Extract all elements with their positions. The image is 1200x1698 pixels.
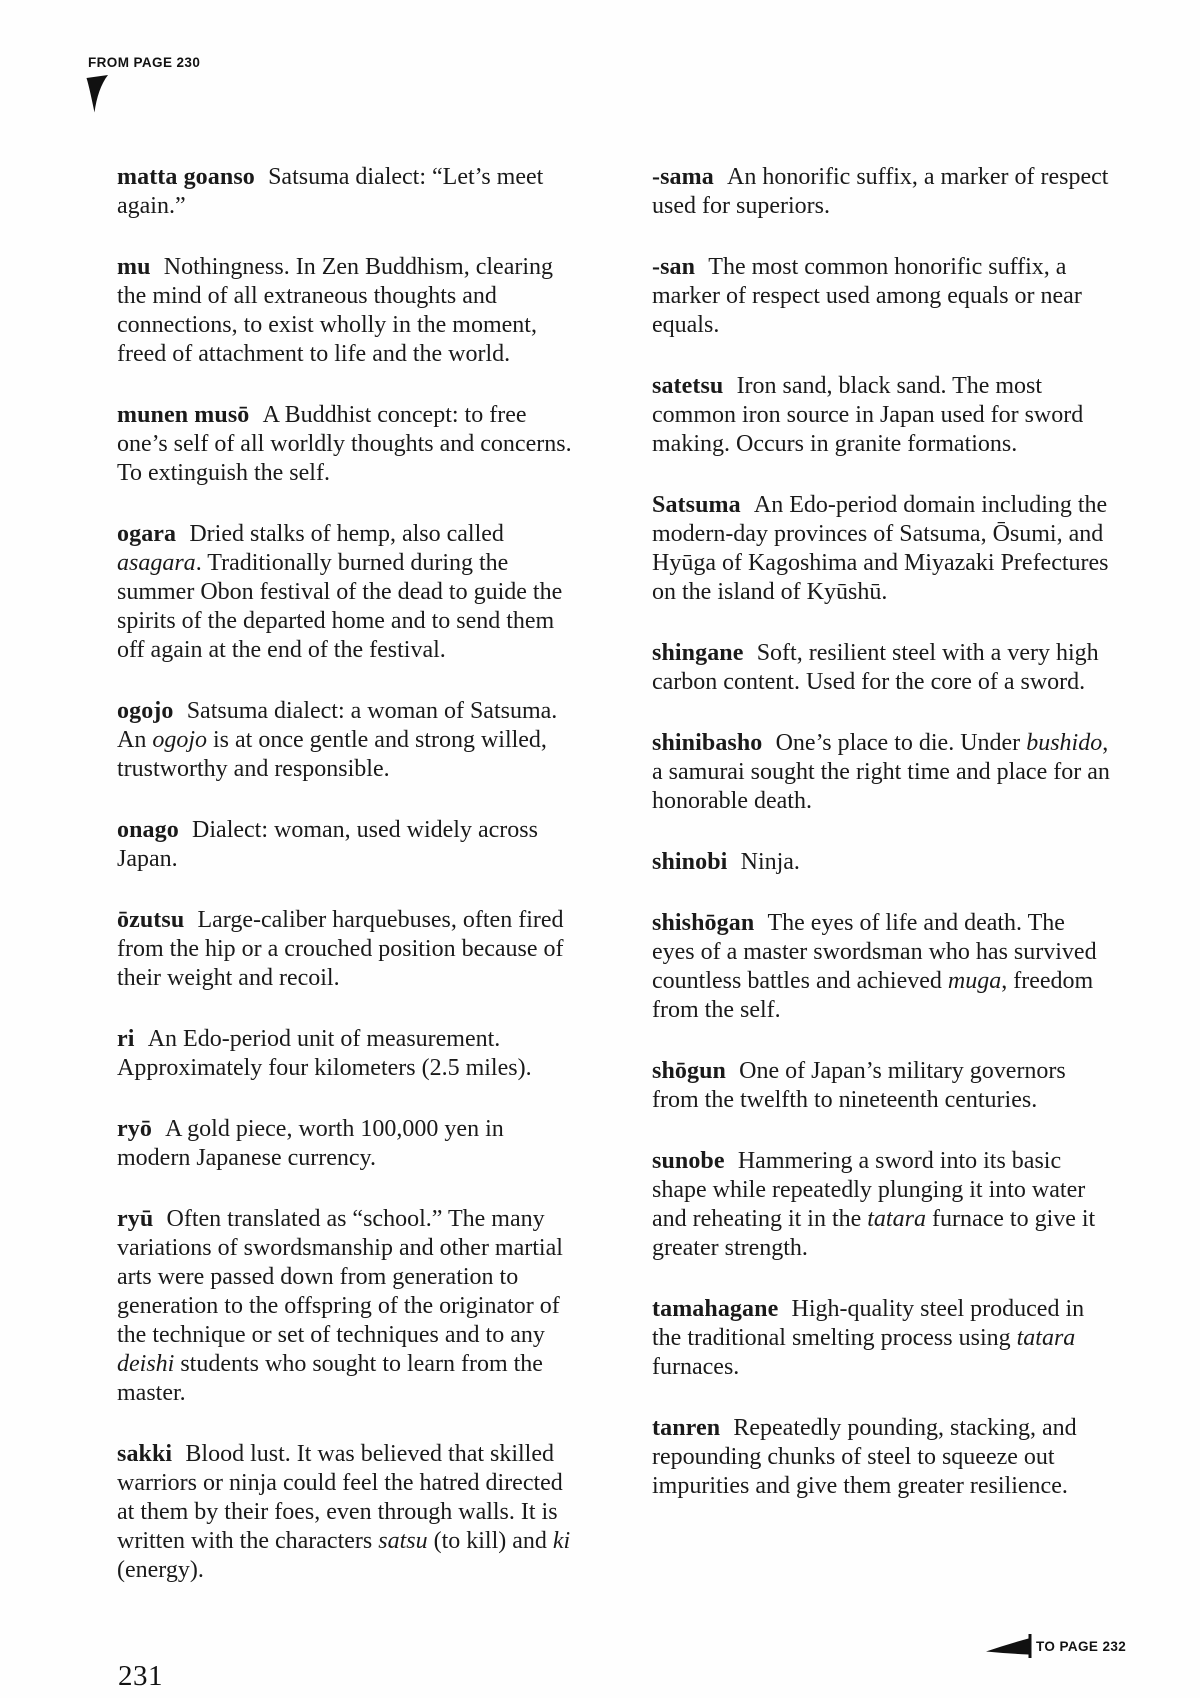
glossary-entry bbox=[117, 1205, 576, 1408]
glossary-term: munen musō bbox=[117, 402, 250, 428]
definition-text: , a samurai sought the right time and place for an honorable death. bbox=[652, 730, 1110, 814]
definition-text: Soft, resilient steel with a very high carbon content. Used for the core of a sword. bbox=[652, 640, 1099, 695]
glossary-term: shōgun bbox=[652, 1058, 726, 1084]
glossary-term: shinibasho bbox=[652, 730, 763, 756]
definition-text: One of Japan’s military governors from the twelfth to nineteenth centuries. bbox=[652, 1058, 1066, 1113]
glossary-definition bbox=[117, 1441, 570, 1583]
to-page-marker bbox=[986, 1634, 1126, 1658]
glossary-term: ri bbox=[117, 1026, 135, 1052]
italic-term-reference: asagara bbox=[117, 550, 196, 576]
glossary-entry bbox=[652, 639, 1111, 697]
italic-term-reference: tatara bbox=[867, 1206, 926, 1232]
definition-text: Large-caliber harquebuses, often fired from the hip or a crouched position because of their weight and recoil. bbox=[117, 907, 564, 991]
definition-text: An Edo-period unit of measurement. Approximately four kilometers (2.5 miles). bbox=[117, 1026, 532, 1081]
definition-text: High-quality steel produced in the traditional smelting process using bbox=[652, 1296, 1085, 1351]
glossary-entry bbox=[652, 1295, 1111, 1382]
glossary-term: -san bbox=[652, 254, 696, 280]
glossary-term: ōzutsu bbox=[117, 907, 185, 933]
glossary-entry bbox=[652, 253, 1111, 340]
glossary-term: ryū bbox=[117, 1206, 154, 1232]
glossary-entry bbox=[117, 1440, 576, 1585]
glossary-term: sunobe bbox=[652, 1148, 725, 1174]
glossary-entry bbox=[117, 1115, 576, 1173]
definition-text: furnaces. bbox=[652, 1354, 740, 1380]
definition-text: The eyes of life and death. The eyes of a master swordsman who has survived countless battles and achieved bbox=[652, 910, 1097, 994]
definition-text: Repeatedly pounding, stacking, and repounding chunks of steel to squeeze out impurities and give them greater resilience. bbox=[652, 1415, 1077, 1499]
glossary-entry bbox=[652, 1414, 1111, 1501]
definition-text: is at once gentle and strong willed, trustworthy and responsible. bbox=[117, 727, 547, 782]
definition-text: An Edo-period domain including the modern-day provinces of Satsuma, Ōsumi, and Hyūga of Kagoshima and Miyazaki Prefectures on the island of Kyūshū. bbox=[652, 492, 1109, 605]
italic-term-reference: satsu bbox=[378, 1528, 428, 1554]
glossary-definition bbox=[117, 521, 562, 663]
glossary-definition bbox=[652, 254, 1082, 338]
definition-text: A gold piece, worth 100,000 yen in modern Japanese currency. bbox=[117, 1116, 504, 1171]
glossary-term: ryō bbox=[117, 1116, 152, 1142]
definition-text: Satsuma dialect: “Let’s meet again.” bbox=[117, 164, 544, 219]
glossary-term: Satsuma bbox=[652, 492, 741, 518]
to-page-label: TO PAGE 232 bbox=[1036, 1638, 1127, 1654]
definition-text: The most common honorific suffix, a marker of respect used among equals or near equals. bbox=[652, 254, 1082, 338]
continued-to-arrow-icon bbox=[986, 1634, 1032, 1658]
glossary-definition bbox=[652, 164, 1108, 219]
italic-term-reference: bushido bbox=[1026, 730, 1103, 756]
glossary-entry bbox=[117, 253, 576, 369]
glossary-columns bbox=[117, 163, 1111, 1585]
glossary-term: -sama bbox=[652, 164, 714, 190]
glossary-definition bbox=[117, 698, 557, 782]
glossary-entry bbox=[652, 729, 1111, 816]
glossary-entry bbox=[652, 848, 1111, 877]
glossary-entry bbox=[117, 816, 576, 874]
definition-text: Ninja. bbox=[740, 849, 800, 875]
definition-text: Nothingness. In Zen Buddhism, clearing the mind of all extraneous thoughts and connections, to exist wholly in the moment, freed of attachment to life and the world. bbox=[117, 254, 554, 367]
glossary-definition bbox=[741, 849, 800, 875]
glossary-term: tamahagane bbox=[652, 1296, 779, 1322]
glossary-term: onago bbox=[117, 817, 179, 843]
glossary-term: shishōgan bbox=[652, 910, 755, 936]
glossary-entry bbox=[652, 163, 1111, 221]
glossary-entry bbox=[652, 909, 1111, 1025]
glossary-definition bbox=[117, 254, 553, 367]
glossary-entry bbox=[117, 163, 576, 221]
definition-text: One’s place to die. Under bbox=[775, 730, 1027, 756]
glossary-entry bbox=[652, 372, 1111, 459]
definition-text: Often translated as “school.” The many variations of swordsmanship and other martial arts were passed down from generation to generation to the offspring of the originator of the technique or set of techniques and to any bbox=[117, 1206, 563, 1348]
definition-text: students who sought to learn from the master. bbox=[117, 1351, 543, 1406]
glossary-entry bbox=[117, 906, 576, 993]
glossary-entry bbox=[117, 401, 576, 488]
italic-term-reference: deishi bbox=[117, 1351, 175, 1377]
definition-text: Iron sand, black sand. The most common iron source in Japan used for sword making. Occurs in granite formations. bbox=[652, 373, 1084, 457]
glossary-definition bbox=[117, 1026, 532, 1081]
italic-term-reference: tatara bbox=[1016, 1325, 1076, 1351]
glossary-entry bbox=[117, 697, 576, 784]
definition-text: Dialect: woman, used widely across Japan. bbox=[117, 817, 538, 872]
glossary-term: sakki bbox=[117, 1441, 173, 1467]
glossary-definition bbox=[117, 817, 538, 872]
page-number: 231 bbox=[118, 1660, 163, 1692]
definition-text: An honorific suffix, a marker of respect used for superiors. bbox=[652, 164, 1109, 219]
glossary-term: matta goanso bbox=[117, 164, 255, 190]
italic-term-reference: muga bbox=[947, 968, 1002, 994]
definition-text: Hammering a sword into its basic shape while repeatedly plunging it into water and reheating it in the bbox=[652, 1148, 1086, 1232]
glossary-term: mu bbox=[117, 254, 151, 280]
glossary-entry bbox=[117, 520, 576, 665]
glossary-entry bbox=[652, 1057, 1111, 1115]
glossary-term: satetsu bbox=[652, 373, 724, 399]
glossary-entry bbox=[117, 1025, 576, 1083]
glossary-entry bbox=[652, 1147, 1111, 1263]
glossary-column-left bbox=[117, 163, 576, 1585]
definition-text: Satsuma dialect: a woman of Satsuma. An bbox=[117, 698, 558, 753]
definition-text: (energy). bbox=[117, 1557, 204, 1583]
definition-text: (to kill) and bbox=[427, 1528, 553, 1554]
glossary-column-right bbox=[652, 163, 1111, 1585]
glossary-term: tanren bbox=[652, 1415, 721, 1441]
definition-text: Dried stalks of hemp, also called bbox=[189, 521, 504, 547]
glossary-entry bbox=[652, 491, 1111, 607]
definition-text: . Traditionally burned during the summer Obon festival of the dead to guide the spirits of the departed home and to send them off again at the end of the festival. bbox=[117, 550, 563, 663]
glossary-term: shingane bbox=[652, 640, 744, 666]
from-page-marker bbox=[88, 55, 200, 113]
glossary-term: shinobi bbox=[652, 849, 728, 875]
definition-text: , freedom from the self. bbox=[652, 968, 1094, 1023]
glossary-term: ogojo bbox=[117, 698, 174, 724]
glossary-term: ogara bbox=[117, 521, 177, 547]
definition-text: Blood lust. It was believed that skilled warriors or ninja could feel the hatred directed at them by their foes, even through walls. It is written with the characters bbox=[117, 1441, 563, 1554]
glossary-definition bbox=[117, 1116, 504, 1171]
italic-term-reference: ki bbox=[552, 1528, 571, 1554]
definition-text: furnace to give it greater strength. bbox=[652, 1206, 1096, 1261]
definition-text: A Buddhist concept: to free one’s self of all worldly thoughts and concerns. To extinguish the self. bbox=[117, 402, 572, 486]
from-page-label: FROM PAGE 230 bbox=[88, 55, 201, 70]
glossary-definition bbox=[117, 1206, 563, 1406]
continued-from-arrow-icon bbox=[86, 75, 109, 113]
italic-term-reference: ogojo bbox=[152, 727, 208, 753]
